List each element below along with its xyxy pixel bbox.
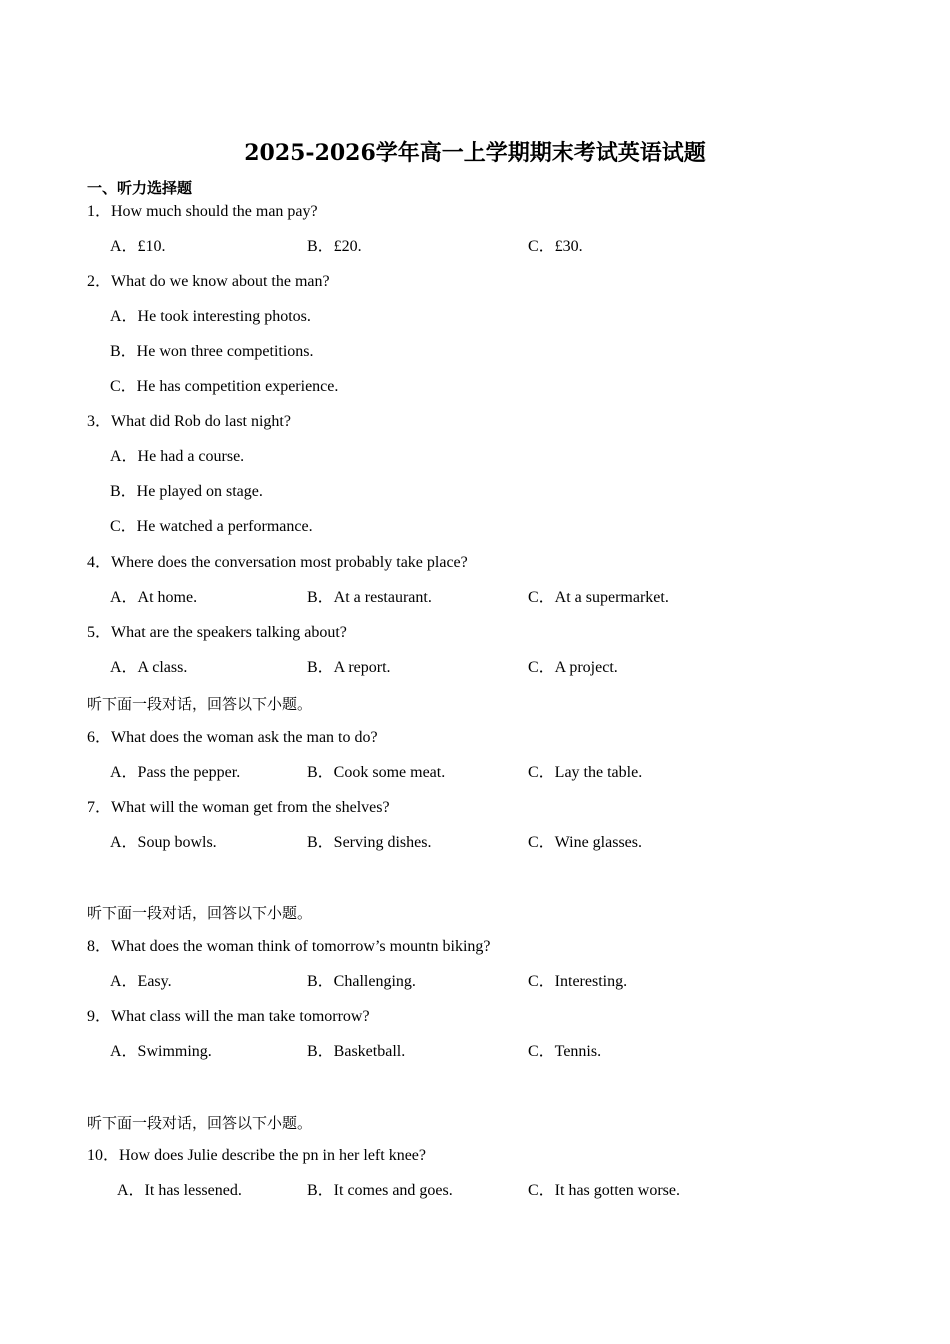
- instruction-3: 听下面一段对话，回答以下小题。: [87, 1114, 313, 1132]
- q3-option-c: C．He watched a performance.: [110, 518, 313, 535]
- q9-option-a: A．Swimming.: [110, 1043, 212, 1060]
- q8-option-c: C．Interesting.: [528, 973, 628, 990]
- q5-option-c: C．A project.: [528, 659, 618, 676]
- q1-option-b: B．£20.: [307, 238, 362, 255]
- q1-option-c: C．£30.: [528, 238, 583, 255]
- q8-option-a: A．Easy.: [110, 973, 172, 990]
- question-6: 6．What does the woman ask the man to do?: [87, 729, 378, 746]
- question-7: 7．What will the woman get from the shelves?: [87, 799, 390, 816]
- q3-option-b: B．He played on stage.: [110, 483, 263, 500]
- q5-option-a: A．A class.: [110, 659, 188, 676]
- question-1: 1．How much should the man pay?: [87, 203, 318, 220]
- q4-option-b: B．At a restaurant.: [307, 589, 432, 606]
- q10-option-a: A．It has lessened.: [117, 1182, 242, 1199]
- question-3: 3．What did Rob do last night?: [87, 413, 291, 430]
- q4-option-a: A．At home.: [110, 589, 198, 606]
- q4-option-c: C．At a supermarket.: [528, 589, 669, 606]
- q9-option-c: C．Tennis.: [528, 1043, 602, 1060]
- instruction-1: 听下面一段对话，回答以下小题。: [87, 695, 313, 713]
- q7-option-c: C．Wine glasses.: [528, 834, 643, 851]
- q10-option-b: B．It comes and goes.: [307, 1182, 453, 1199]
- q6-option-b: B．Cook some meat.: [307, 764, 446, 781]
- q8-option-b: B．Challenging.: [307, 973, 416, 990]
- q2-option-b: B．He won three competitions.: [110, 343, 314, 360]
- question-5: 5．What are the speakers talking about?: [87, 624, 347, 641]
- q9-option-b: B．Basketball.: [307, 1043, 406, 1060]
- section-heading: 一、听力选择题: [87, 179, 193, 197]
- question-8: 8．What does the woman think of tomorrow’s mountn biking?: [87, 938, 491, 955]
- question-10: 10．How does Julie describe the pn in her left knee?: [87, 1147, 427, 1164]
- q3-option-a: A．He had a course.: [110, 448, 245, 465]
- q2-option-a: A．He took interesting photos.: [110, 308, 311, 325]
- page-title: 2025-2026学年高一上学期期末考试英语试题: [244, 140, 706, 166]
- q5-option-b: B．A report.: [307, 659, 391, 676]
- question-4: 4．Where does the conversation most probably take place?: [87, 554, 468, 571]
- question-9: 9．What class will the man take tomorrow?: [87, 1008, 370, 1025]
- question-2: 2．What do we know about the man?: [87, 273, 330, 290]
- q1-option-a: A．£10.: [110, 238, 166, 255]
- q6-option-c: C．Lay the table.: [528, 764, 643, 781]
- q7-option-a: A．Soup bowls.: [110, 834, 217, 851]
- q7-option-b: B．Serving dishes.: [307, 834, 432, 851]
- q2-option-c: C．He has competition experience.: [110, 378, 339, 395]
- q6-option-a: A．Pass the pepper.: [110, 764, 241, 781]
- instruction-2: 听下面一段对话，回答以下小题。: [87, 904, 313, 922]
- q10-option-c: C．It has gotten worse.: [528, 1182, 680, 1199]
